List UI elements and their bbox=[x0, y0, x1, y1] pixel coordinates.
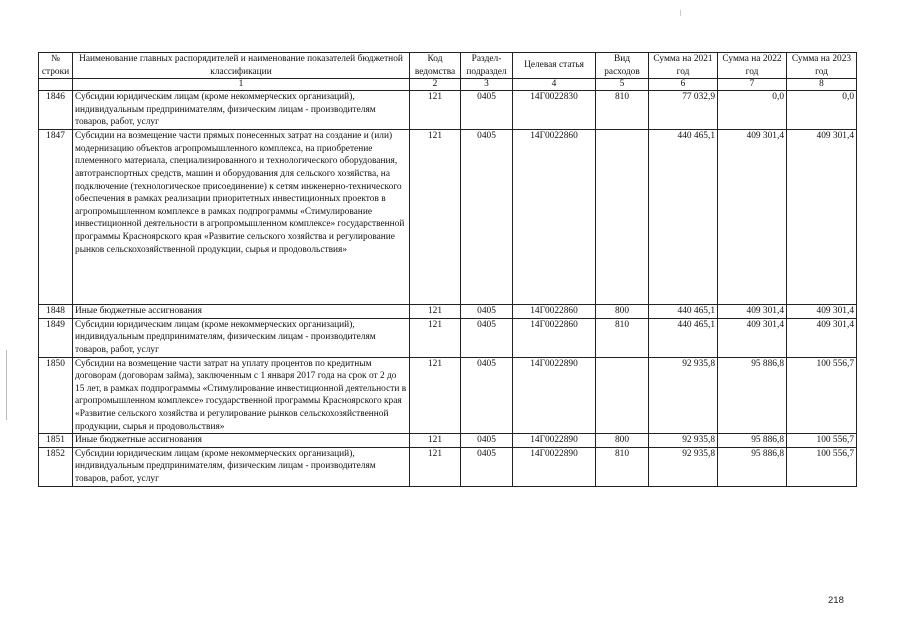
row-name: Субсидии юридическим лицам (кроме некоммерческих организаций), индивидуальным предпринимателям, физическим лицам - производителям товаров, работ, услуг bbox=[73, 318, 410, 357]
column-number-cell: 4 bbox=[513, 79, 596, 91]
row-name: Субсидии на возмещение части прямых понесенных затрат на создание и (или) модернизацию объектов агропромышленного комплекса, на приобретение племенного материала, специализированного и технологического оборудования, автотранспортных средств, машин и оборудования для сельского хозяйства, на подключение (технологическое присоединение) к сетям инженерно-технического обеспечения в рамках реализации приоритетных инвестиционных проектов в агропромышленном комплексе в рамках подпрограммы «Стимулирование инвестиционной деятельности в агропромышленном комплексе» государственной программы Красноярского края «Развитие сельского хозяйства и регулирование рынков сельскохозяйственной продукции, сырья и продовольствия» bbox=[73, 130, 410, 305]
expense-type: 800 bbox=[596, 434, 649, 448]
target-article: 14Г0022860 bbox=[513, 305, 596, 319]
column-number-cell: 5 bbox=[596, 79, 649, 91]
sum-2021: 92 935,8 bbox=[649, 447, 718, 486]
table-row bbox=[39, 447, 857, 486]
column-number-cell: 1 bbox=[73, 79, 410, 91]
section-code: 0405 bbox=[461, 91, 513, 130]
target-article: 14Г0022890 bbox=[513, 447, 596, 486]
sum-2023: 409 301,4 bbox=[787, 318, 857, 357]
sum-2022: 0,0 bbox=[718, 91, 787, 130]
column-number-cell: 3 bbox=[461, 79, 513, 91]
table-row bbox=[39, 130, 857, 305]
sum-2023: 0,0 bbox=[787, 91, 857, 130]
sum-2023: 100 556,7 bbox=[787, 447, 857, 486]
header-section: Раздел-подраздел bbox=[461, 53, 513, 79]
sum-2022: 409 301,4 bbox=[718, 305, 787, 319]
expense-type: 810 bbox=[596, 447, 649, 486]
row-number: 1847 bbox=[39, 130, 73, 305]
target-article: 14Г0022860 bbox=[513, 318, 596, 357]
department-code: 121 bbox=[410, 357, 461, 434]
sum-2021: 440 465,1 bbox=[649, 130, 718, 305]
sum-2023: 409 301,4 bbox=[787, 305, 857, 319]
sum-2022: 409 301,4 bbox=[718, 130, 787, 305]
column-number-cell bbox=[39, 79, 73, 91]
page-number: 218 bbox=[828, 595, 844, 606]
expense-type: 810 bbox=[596, 318, 649, 357]
scan-artifact-line bbox=[6, 350, 7, 420]
row-number: 1848 bbox=[39, 305, 73, 319]
budget-table bbox=[38, 52, 857, 487]
header-target-article: Целевая статья bbox=[513, 53, 596, 79]
sum-2023: 100 556,7 bbox=[787, 357, 857, 434]
target-article: 14Г0022860 bbox=[513, 130, 596, 305]
sum-2021: 77 032,9 bbox=[649, 91, 718, 130]
table-header-row bbox=[39, 53, 857, 79]
department-code: 121 bbox=[410, 91, 461, 130]
sum-2023: 409 301,4 bbox=[787, 130, 857, 305]
sum-2022: 95 886,8 bbox=[718, 357, 787, 434]
row-number: 1846 bbox=[39, 91, 73, 130]
header-sum-2023: Сумма на 2023 год bbox=[787, 53, 857, 79]
row-name: Субсидии юридическим лицам (кроме некоммерческих организаций), индивидуальным предпринимателям, физическим лицам - производителям товаров, работ, услуг bbox=[73, 91, 410, 130]
header-expense-type: Вид расходов bbox=[596, 53, 649, 79]
row-number: 1850 bbox=[39, 357, 73, 434]
header-sum-2021: Сумма на 2021 год bbox=[649, 53, 718, 79]
department-code: 121 bbox=[410, 305, 461, 319]
header-row-number: № строки bbox=[39, 53, 73, 79]
target-article: 14Г0022890 bbox=[513, 357, 596, 434]
section-code: 0405 bbox=[461, 434, 513, 448]
department-code: 121 bbox=[410, 447, 461, 486]
sum-2022: 409 301,4 bbox=[718, 318, 787, 357]
row-number: 1852 bbox=[39, 447, 73, 486]
column-number-cell: 8 bbox=[787, 79, 857, 91]
section-code: 0405 bbox=[461, 305, 513, 319]
section-code: 0405 bbox=[461, 357, 513, 434]
sum-2021: 440 465,1 bbox=[649, 305, 718, 319]
section-code: 0405 bbox=[461, 130, 513, 305]
expense-type: 810 bbox=[596, 91, 649, 130]
header-department-code: Код ведомства bbox=[410, 53, 461, 79]
department-code: 121 bbox=[410, 130, 461, 305]
scan-artifact-tick bbox=[680, 10, 681, 16]
table-row bbox=[39, 91, 857, 130]
department-code: 121 bbox=[410, 434, 461, 448]
section-code: 0405 bbox=[461, 318, 513, 357]
sum-2021: 92 935,8 bbox=[649, 434, 718, 448]
row-number: 1849 bbox=[39, 318, 73, 357]
expense-type bbox=[596, 130, 649, 305]
sum-2022: 95 886,8 bbox=[718, 447, 787, 486]
table-row bbox=[39, 357, 857, 434]
row-name: Иные бюджетные ассигнования bbox=[73, 434, 410, 448]
header-name: Наименование главных распорядителей и наименование показателей бюджетной классификации bbox=[73, 53, 410, 79]
target-article: 14Г0022830 bbox=[513, 91, 596, 130]
table-row bbox=[39, 305, 857, 319]
row-name: Субсидии юридическим лицам (кроме некоммерческих организаций), индивидуальным предпринимателям, физическим лицам - производителям товаров, работ, услуг bbox=[73, 447, 410, 486]
column-number-cell: 2 bbox=[410, 79, 461, 91]
sum-2022: 95 886,8 bbox=[718, 434, 787, 448]
row-name: Иные бюджетные ассигнования bbox=[73, 305, 410, 319]
department-code: 121 bbox=[410, 318, 461, 357]
expense-type: 800 bbox=[596, 305, 649, 319]
sum-2023: 100 556,7 bbox=[787, 434, 857, 448]
sum-2021: 92 935,8 bbox=[649, 357, 718, 434]
target-article: 14Г0022890 bbox=[513, 434, 596, 448]
column-number-row bbox=[39, 79, 857, 91]
column-number-cell: 7 bbox=[718, 79, 787, 91]
table-row bbox=[39, 318, 857, 357]
row-number: 1851 bbox=[39, 434, 73, 448]
sum-2021: 440 465,1 bbox=[649, 318, 718, 357]
column-number-cell: 6 bbox=[649, 79, 718, 91]
row-name: Субсидии на возмещение части затрат на уплату процентов по кредитным договорам (договорам займа), заключенным с 1 января 2017 года на срок от 2 до 15 лет, в рамках подпрограммы «Стимулирование инвестиционной деятельности в агропромышленном комплексе» государственной программы Красноярского края «Развитие сельского хозяйства и регулирование рынков сельскохозяйственной продукции, сырья и продовольствия» bbox=[73, 357, 410, 434]
section-code: 0405 bbox=[461, 447, 513, 486]
expense-type bbox=[596, 357, 649, 434]
header-sum-2022: Сумма на 2022 год bbox=[718, 53, 787, 79]
table-row bbox=[39, 434, 857, 448]
